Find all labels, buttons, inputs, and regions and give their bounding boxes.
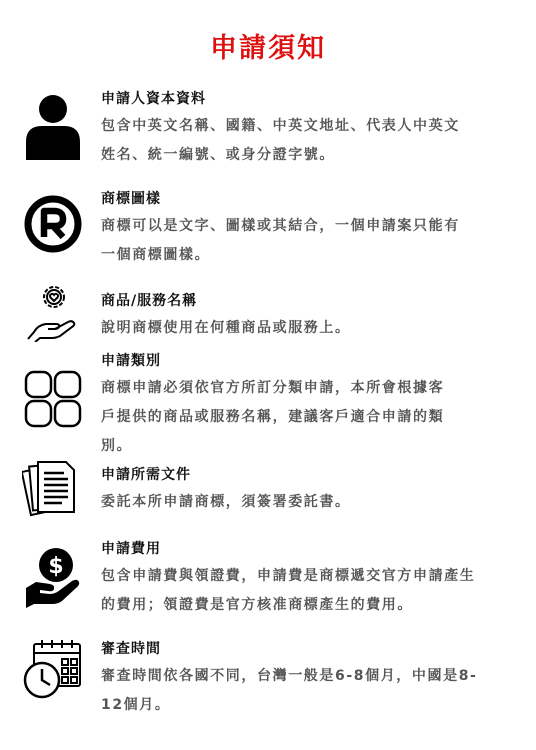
body-line: 姓名、統一編號、或身分證字號。 [101, 147, 335, 163]
body-line: 審查時間依各國不同，台灣一般是6-8個月，中國是8- [101, 668, 478, 684]
hand-money-icon [22, 546, 84, 610]
body-line: 包含申請費與領證費，申請費是商標遞交官方申請產生 [101, 568, 476, 584]
body-line: 商標可以是文字、圖樣或其結合，一個申請案只能有 [101, 218, 460, 234]
section-body [101, 488, 521, 517]
section-heading: 審查時間 [101, 641, 161, 657]
body-line: 一個商標圖樣。 [101, 247, 211, 263]
body-line: 的費用；領證費是官方核准商標產生的費用。 [101, 597, 413, 613]
calendar-clock-icon [22, 638, 84, 700]
hand-with-heart-gear-icon [22, 282, 84, 342]
section-body [101, 562, 521, 620]
section-heading: 申請費用 [101, 541, 161, 557]
page-title: 申請須知 [210, 33, 326, 64]
body-line: 12個月。 [101, 697, 171, 713]
section-heading: 商品/服務名稱 [101, 293, 198, 309]
registered-trademark-icon [22, 194, 84, 254]
section-body [101, 314, 521, 343]
section-body [101, 374, 521, 461]
body-line: 戶提供的商品或服務名稱，建議客戶適合申請的類 [101, 409, 445, 425]
section-heading: 申請類別 [101, 353, 161, 369]
section-heading: 商標圖樣 [101, 191, 161, 207]
section-heading: 申請人資本資料 [101, 91, 206, 107]
person-icon [22, 94, 84, 162]
section-body [101, 212, 521, 270]
body-line: 委託本所申請商標，須簽署委託書。 [101, 494, 351, 510]
svg-text:$: $ [48, 554, 64, 579]
category-grid-icon [22, 368, 84, 430]
body-line: 別。 [101, 438, 133, 454]
section-body [101, 112, 521, 170]
section-body [101, 662, 521, 720]
section-heading: 申請所需文件 [101, 467, 191, 483]
documents-icon [22, 458, 84, 518]
body-line: 包含中英文名稱、國籍、中英文地址、代表人中英文 [101, 118, 460, 134]
body-line: 商標申請必須依官方所訂分類申請，本所會根據客 [101, 380, 445, 396]
body-line: 說明商標使用在何種商品或服務上。 [101, 320, 351, 336]
